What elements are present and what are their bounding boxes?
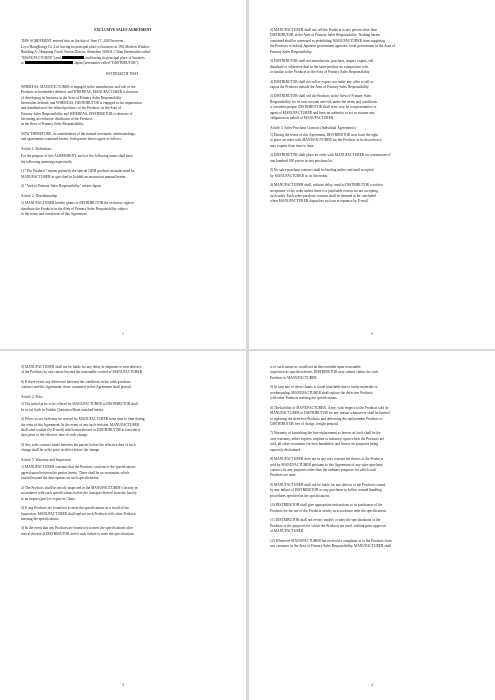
witnesseth-heading: WITNESSETH THAT : [105, 72, 141, 77]
clause-paragraph: 4) In the event that any Products are found not to meet the specifications after arrival thereof at DISTRIBUTOR and if such failure to meet the specifications [21, 526, 135, 536]
clause-paragraph: 3) DISTRIBUTOR shall not manufacture, purchase, import, export, sell, distribute or otherwise deal in the same product as, competitive with or similar to the Products in the Area of Primary Sales Responsibility. [270, 59, 375, 74]
now-therefore-paragraph: NOW THEREFORE, in consideration of the mutual covenants, understandings, and agreements contained herein, both parties hereto agree as follows : [21, 132, 136, 142]
page-3 [0, 351, 246, 700]
clause-paragraph: 3) If any Products are found not to meet the specifications as a result of the inspection, MANUFACTURER shall replace such Products with other Products meeting the specifications. [21, 506, 137, 521]
article-1-clause-1: 1) "The Products" means primarily the special OEM products manufactured by MANUFACTURER as specified in Exhibit an instruction manual herein. [21, 169, 135, 179]
clause-paragraph: 1) The initial price to be offered by MANUFACTURER to DISTRIBUTOR shall be as set forth in Exhibit Quotation Sheet attached hereto. [21, 402, 138, 412]
clause-paragraph: 1) MANUFACTURER warrants that the Products conform to the specifications agreed upon between the parties hereto. There shall be no warranties which extend beyond the descriptions on such specifications. [21, 465, 136, 481]
clause-paragraph: 2) The Products shall be strictly inspected in the MANUFACTURER's factory in accordance with such specifications before the transport thereof from the factory to an airport (port) of export in China. [21, 485, 138, 501]
clause-paragraph: 2) MANUFACTURER shall not sell the Products to any person other than DISTRIBUTOR in the Area of Primary Sales Responsibility. Nothing herein contained shall be construed as prohibiting MANUFACTURER from supplying the Products to federal Japanese government agencies, local government in the Area of Primary Sales Responsibility. [270, 28, 395, 54]
article-4-heading: Article 4. Price [21, 394, 43, 399]
clause-paragraph: 6) The liability of MANUFACTURER, if any, with respect to the Products sold by MANUFACTURER to DISTRIBUTOR for any reason whatsoever shall be limited to replacing the defective Products and delivering the replacement Products to DISTRIBUTOR free of charge, freight prepaid. [270, 405, 390, 426]
whereas-paragraph: WHEREAS, MANUFACTURER is engaged in the manufacture and sale of the Products as hereinafter defined, and WHEREAS, MANUFACTURER is desirous of developing its business in the Area of Primary Sales Responsibility hereinafter defined, and WHEREAS, DISTRIBUTOR is engaged in the importation and distribution of the related products of the Products, in the Area of Primary Sales Responsibility and WHEREAS, DISTRIBUTOR is desirous of becoming an exclusive distributor of the Products in the Area of Primary Sales Responsibility. [21, 84, 142, 127]
clause-paragraph: 4) DISTRIBUTOR shall not sell or export, nor make any offer to sell or export the Products outside the Area of Primary Sales Responsibility. [270, 79, 374, 89]
clause-paragraph: 1) During the terms of this Agreement, DISTRIBUTOR may have the right to place an order with MANUFACTURER for the Products in its discretion it may require from time to time. [270, 133, 382, 148]
redaction-bar [25, 61, 73, 64]
clause-paragraph: 8) MANUFACTURER does not in any way warrant the fitness of the Products sold by MANUFACTURER pursuant to this Agreement of any sales-purchase contract for any purposes other than the ordinary purposes for which such Products are used. [270, 457, 384, 478]
page-number: 2 [371, 331, 373, 336]
clause-paragraph: 5) In case any of those claims is found justifiable due to faulty materials or workmanship, MANUFACTURER shall replace the defective Products with other Products meeting the specifications. [270, 385, 378, 401]
clause-paragraph: 6) If there exists any difference between the conditions in the sales-purchase contract and this Agreement, those contained in this Agreement shall prevail. [21, 379, 132, 390]
clause-paragraph: 12) Whenever MANUFACTURER has received a complaint as to the Products from any customer in the Area of Primary Sales Responsibility, MANUFACTURER shall [270, 538, 392, 549]
clause-paragraph: is of such nature as would not be discoverable upon reasonable inspection as specified above, DISTRIBUTOR may submit claims for such Products to MANUFACTURER. [270, 365, 379, 380]
intro-paragraph [21, 39, 225, 66]
clause-paragraph: 2) DISTRIBUTOR shall place an order with MANUFACTURER for a minimum of one hundred 100 pieces in one purchase lot. [270, 153, 391, 163]
intro-text-a: THIS AGREEMENT entered into on the day of June 17, 2020 between Leyi (HongKong) Co.,Ltd, having its principal place of business at 19G,Modern Window Building A , Huaqiang North, Futian District, Shenzhen 518031, China (hereinafter called "MANUFACTURER") and [21, 39, 151, 60]
clause-paragraph: 3) Any sales contract made between the parties before the effective date of such change shall be at the price in effect before the change. [21, 443, 136, 453]
intro-text-d: , Japan (hereinafter called "DISTRIBUTOR"). [72, 60, 140, 65]
article-2-heading: Article 2. Distributorship [21, 193, 58, 198]
article-1-clause-2: 2) "Area of Primary Sales Responsibility" means Japan. [21, 184, 102, 189]
clause-paragraph: 10) DISTRIBUTOR shall give appropriate instructions to its purchasers of the Products for the use of the Products strictly in accordance with the specifications. [270, 503, 388, 513]
agreement-title: EXCLUSIVE SALES AGREEMENT [94, 28, 152, 32]
article-5-heading: Article 5. Warranty and Inspection [21, 458, 71, 463]
article-1-intro: For the purpose of this AGREEMENT, each of the following terms shall have the following meaning respectively. [21, 154, 133, 164]
clause-paragraph: 11) DISTRIBUTOR shall not revise, modify or alter the specifications of the Products or the purposes for which the Products are used, without prior approval of MANUFACTURER. [270, 518, 386, 534]
page-number: 3 [122, 682, 124, 687]
article-1-heading: Article 1. Definitions [21, 147, 52, 152]
clause-paragraph: 5) DISTRIBUTOR shall sell the Products in the Area of Primary Sales Responsibility for its own account and risk under the terms and conditions it considers proper. DISTRIBUTOR shall in no way be a representative or agent of MANUFACTURER and have no authority to act or assume any obligation on behalf of MANUFACTURER. [270, 94, 377, 121]
clause-paragraph: 4) MANUFACTURER shall, without delay, send to DISTRIBUTOR a written acceptance of the order unless there is a justifiable reason for not accepting such order. Each sales-purchase contract shall be deemed to be concluded when MANUFACTURER dispatches such an acceptance by E-mail. [270, 183, 383, 204]
clause-paragraph: 3) No sales-purchase contract shall be binding unless and until accepted by MANUFACTURER as its discretion. [270, 168, 374, 178]
page-4 [249, 351, 495, 700]
page-1 [0, 0, 246, 349]
clause-paragraph: 2) Prices so set forth may be revised by MANUFACTURER from time to time during the term of this Agreement. In the event of any such revision, MANUFACTURER shall send written (by E-mail) notification thereof to DISTRIBUTOR at least thirty days prior to the effective date of such change. [21, 417, 145, 438]
intro-text-c: at [21, 60, 24, 65]
article-2-clause-1: 1) MANUFACTURER hereby grants to DISTRIBUTOR the exclusive right to distribute the Products in the Area of Primary Sales Responsibility subject to the terms and conditions of this Agreement. [21, 201, 135, 217]
page-number: 1 [122, 331, 124, 336]
page-2 [249, 0, 495, 349]
clause-paragraph: 5) MANUFACTURER shall not be liable for any delay in shipment or non-delivery of the Products by any causes beyond the reasonable control of MANUFACTURER. [21, 365, 143, 375]
clause-paragraph: 7) Warranty of furnishing the free replacement as herein set forth shall be the only warranty, either express, implied or statutory, upon which the Products are sold, all other warranties for merchantability and fitness for purposes being expressly disclaimed. [270, 431, 385, 452]
article-3-heading: Article 3. Sales-Purchase Contract (Individual Agreements) [270, 125, 356, 130]
intro-text-b: , and having its principal place of business [83, 55, 145, 60]
page-number: 4 [371, 682, 373, 687]
redaction-bar [62, 56, 84, 59]
clause-paragraph: 9) MANUFACTURER shall not be liable for any defects of the Products caused by any failure of DISTRIBUTOR or any purchaser to follow normal handling procedures specified in the specifications. [270, 482, 386, 498]
